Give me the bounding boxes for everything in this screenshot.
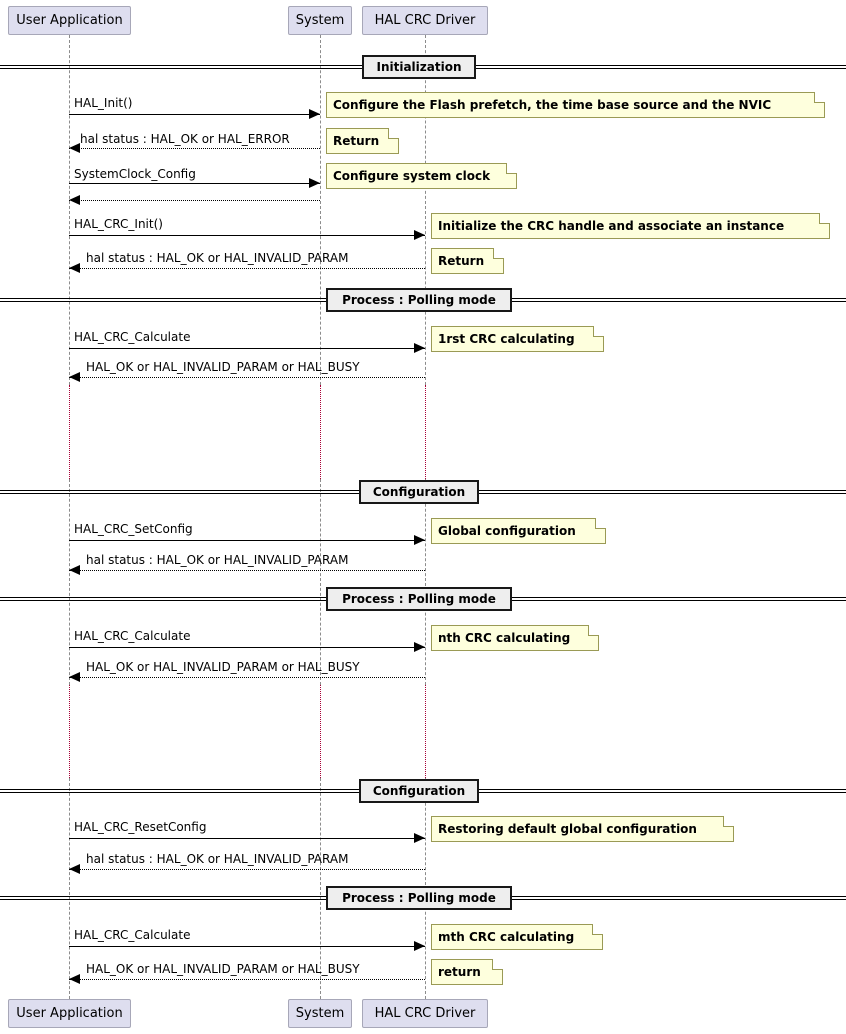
note-text: Initialize the CRC handle and associate an instance — [438, 219, 785, 233]
message-label: HAL_CRC_Init() — [74, 217, 163, 231]
lifeline-hal — [425, 35, 426, 385]
message-line — [69, 647, 425, 648]
message-label: HAL_Init() — [74, 96, 133, 110]
note-text: Restoring default global configuration — [438, 822, 697, 836]
message-label: hal status : HAL_OK or HAL_INVALID_PARAM — [86, 852, 349, 866]
note-box — [326, 128, 399, 154]
note-box — [431, 625, 599, 651]
message-arrowhead — [69, 195, 80, 205]
message-arrowhead — [414, 833, 425, 843]
note-text: 1rst CRC calculating — [438, 332, 575, 346]
note-text: mth CRC calculating — [438, 930, 575, 944]
message-label: hal status : HAL_OK or HAL_INVALID_PARAM — [86, 251, 349, 265]
lifeline-user — [69, 479, 70, 685]
participant-box-bottom: HAL CRC Driver — [362, 999, 488, 1028]
lifeline-user — [69, 685, 70, 778]
lifeline-hal — [425, 479, 426, 685]
message-label: HAL_CRC_ResetConfig — [74, 820, 207, 834]
note-fold-corner-icon — [493, 248, 504, 259]
note-box — [326, 92, 825, 118]
participant-box-bottom: User Application — [8, 999, 131, 1028]
message-line — [69, 268, 425, 269]
message-line — [69, 540, 425, 541]
note-fold-corner-icon — [819, 213, 830, 224]
note-box — [326, 163, 517, 189]
message-arrowhead — [69, 372, 80, 382]
message-line — [69, 979, 425, 980]
message-label: hal status : HAL_OK or HAL_INVALID_PARAM — [86, 553, 349, 567]
message-arrowhead — [69, 864, 80, 874]
message-line — [69, 838, 425, 839]
message-arrowhead — [414, 343, 425, 353]
note-fold-corner-icon — [814, 92, 825, 103]
message-line — [69, 946, 425, 947]
lifeline-system — [320, 385, 321, 479]
message-arrowhead — [414, 642, 425, 652]
message-label: HAL_OK or HAL_INVALID_PARAM or HAL_BUSY — [86, 360, 360, 374]
divider-label: Process : Polling mode — [326, 288, 512, 312]
message-label: HAL_CRC_Calculate — [74, 330, 191, 344]
note-fold-corner-icon — [723, 816, 734, 827]
message-line — [69, 570, 425, 571]
note-fold-corner-icon — [593, 326, 604, 337]
note-box — [431, 248, 504, 274]
message-arrowhead — [69, 143, 80, 153]
note-box — [431, 924, 603, 950]
message-line — [69, 377, 425, 378]
message-line — [69, 200, 320, 201]
message-arrowhead — [69, 672, 80, 682]
lifeline-user — [69, 778, 70, 999]
message-label: SystemClock_Config — [74, 167, 196, 181]
note-box — [431, 326, 604, 352]
note-fold-corner-icon — [588, 625, 599, 636]
message-label: HAL_CRC_Calculate — [74, 928, 191, 942]
message-arrowhead — [69, 263, 80, 273]
message-arrowhead — [69, 974, 80, 984]
message-line — [69, 869, 425, 870]
divider-label: Configuration — [359, 779, 479, 803]
message-line — [69, 677, 425, 678]
note-fold-corner-icon — [592, 924, 603, 935]
message-line — [69, 348, 425, 349]
message-label: HAL_CRC_Calculate — [74, 629, 191, 643]
note-text: Return — [333, 134, 380, 148]
message-arrowhead — [414, 535, 425, 545]
note-box — [431, 816, 734, 842]
note-fold-corner-icon — [595, 518, 606, 529]
note-text: Configure the Flash prefetch, the time base source and the NVIC — [333, 98, 772, 112]
message-label: HAL_OK or HAL_INVALID_PARAM or HAL_BUSY — [86, 962, 360, 976]
note-box — [431, 518, 606, 544]
divider-label: Process : Polling mode — [326, 886, 512, 910]
note-text: Configure system clock — [333, 169, 491, 183]
message-arrowhead — [309, 109, 320, 119]
note-text: Global configuration — [438, 524, 576, 538]
message-arrowhead — [414, 941, 425, 951]
note-text: return — [438, 965, 481, 979]
note-fold-corner-icon — [506, 163, 517, 174]
message-arrowhead — [69, 565, 80, 575]
note-text: Return — [438, 254, 485, 268]
message-arrowhead — [309, 178, 320, 188]
message-line — [69, 148, 320, 149]
participant-box-top: User Application — [8, 6, 131, 35]
lifeline-hal — [425, 685, 426, 778]
message-label: HAL_OK or HAL_INVALID_PARAM or HAL_BUSY — [86, 660, 360, 674]
lifeline-system — [320, 35, 321, 385]
divider-label: Process : Polling mode — [326, 587, 512, 611]
lifeline-hal — [425, 385, 426, 479]
participant-box-top: System — [288, 6, 352, 35]
message-line — [69, 114, 320, 115]
divider-label: Initialization — [362, 55, 476, 79]
message-label: HAL_CRC_SetConfig — [74, 522, 193, 536]
lifeline-user — [69, 35, 70, 385]
lifeline-user — [69, 385, 70, 479]
note-box — [431, 213, 830, 239]
note-box — [431, 959, 503, 985]
divider-label: Configuration — [359, 480, 479, 504]
lifeline-system — [320, 685, 321, 778]
note-text: nth CRC calculating — [438, 631, 571, 645]
participant-box-top: HAL CRC Driver — [362, 6, 488, 35]
message-label: hal status : HAL_OK or HAL_ERROR — [80, 132, 290, 146]
note-fold-corner-icon — [388, 128, 399, 139]
message-line — [69, 183, 320, 184]
lifeline-system — [320, 479, 321, 685]
note-fold-corner-icon — [492, 959, 503, 970]
message-line — [69, 235, 425, 236]
participant-box-bottom: System — [288, 999, 352, 1028]
message-arrowhead — [414, 230, 425, 240]
